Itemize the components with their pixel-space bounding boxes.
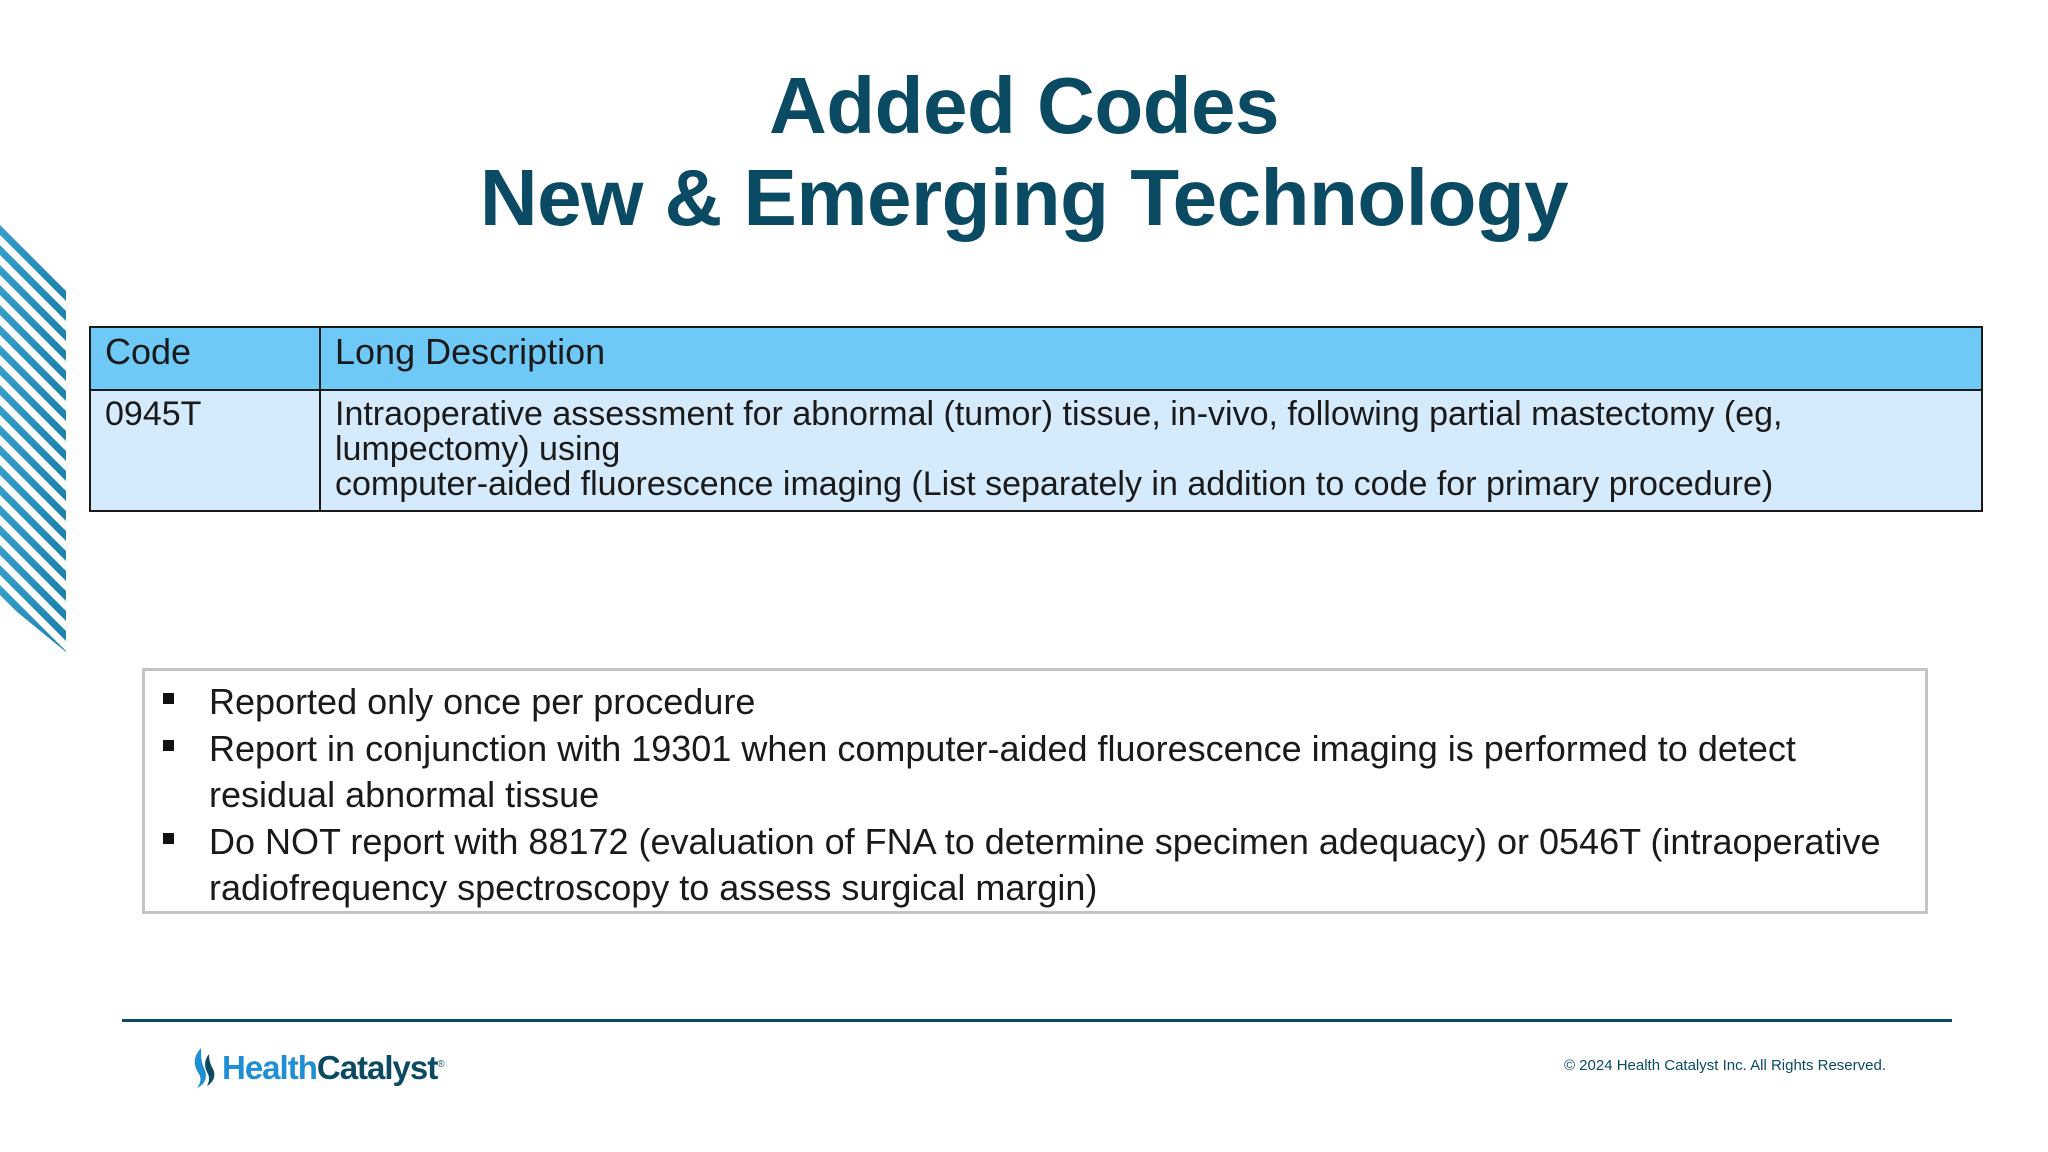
list-item [209,819,1885,912]
note-text: radiofrequency spectroscopy to assess surgical margin) [209,867,1098,908]
title-line-2: New & Emerging Technology [479,153,1569,242]
table-header-row [90,327,1982,390]
note-text: Report in conjunction with 19301 when computer-aided fluorescence imaging is performed to detect [209,727,1796,769]
description-cell [320,390,1982,511]
column-header-description: Long Description [320,327,1982,390]
title-line-1: Added Codes [768,61,1280,150]
description-line: Intraoperative assessment for abnormal (tumor) tissue, in-vivo, following partial mastectomy (eg, lumpectomy) using [335,395,1783,468]
description-line: computer-aided fluorescence imaging (List separately in addition to code for primary procedure) [335,465,1774,503]
copyright-text: © 2024 Health Catalyst Inc. All Rights Reserved. [1563,1057,1886,1074]
flame-icon [192,1046,218,1090]
note-text: Do NOT report with 88172 (evaluation of FNA to determine specimen adequacy) or 0546T (intraoperative [209,820,1881,862]
table-row [90,390,1982,511]
registered-mark: ® [437,1059,444,1070]
list-item [209,679,1885,726]
code-cell: 0945T [90,390,320,511]
column-header-code: Code [90,327,320,390]
square-bullet-icon [163,693,174,704]
slide-title [0,60,2048,244]
square-bullet-icon [163,833,174,844]
notes-box [142,668,1928,914]
logo-text-catalyst: Catalyst [316,1049,438,1086]
list-item [209,726,1885,819]
decorative-stripes [0,200,66,660]
codes-table [89,326,1983,512]
footer-divider [122,1019,1952,1022]
note-text: residual abnormal tissue [209,774,600,815]
logo-text-health: Health [222,1049,317,1086]
notes-list [209,679,1885,912]
note-text: Reported only once per procedure [209,681,756,722]
health-catalyst-logo [192,1043,444,1093]
square-bullet-icon [163,740,174,751]
